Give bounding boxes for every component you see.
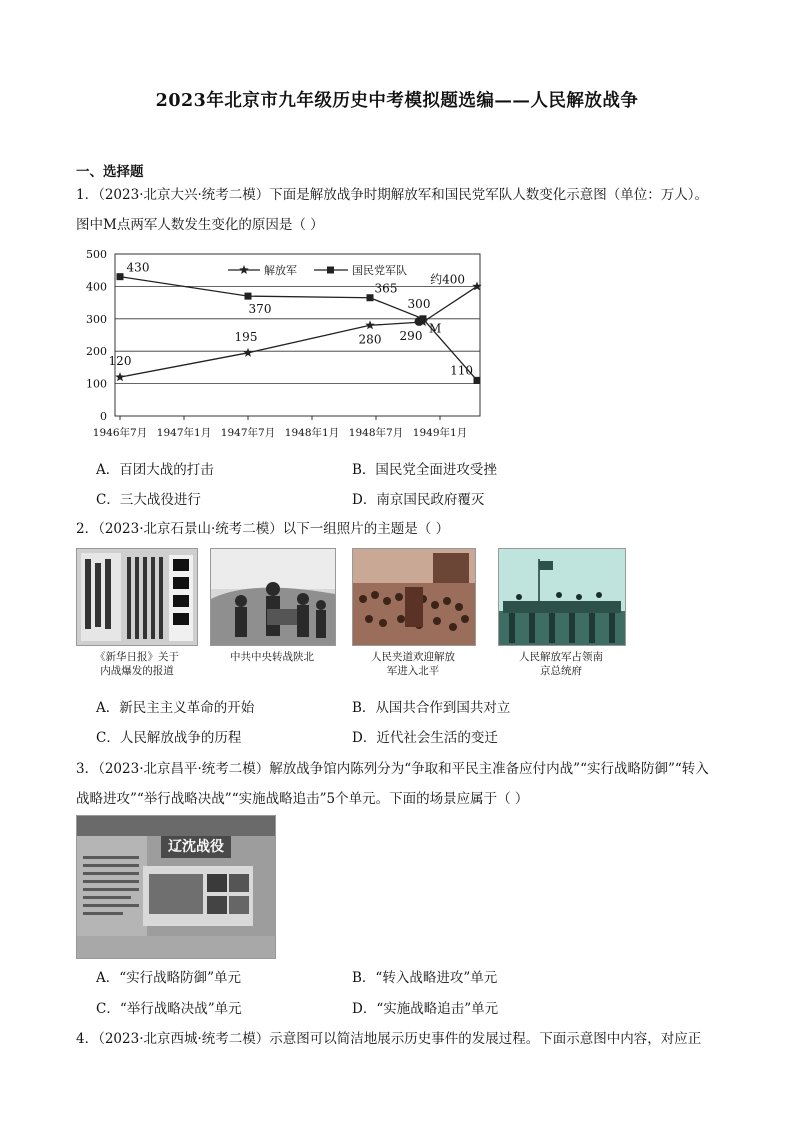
photo-caption-2: 中共中央转战陕北 xyxy=(230,651,314,663)
exhibit-sign: 辽沈战役 xyxy=(168,839,224,855)
kmt-data-label: 110 xyxy=(450,363,473,378)
q3-option-c[interactable]: C．“举行战略决战”单元 xyxy=(96,1001,242,1017)
pla-point xyxy=(243,348,253,357)
pla-point xyxy=(115,372,125,381)
newspaper-photo xyxy=(76,548,198,646)
question-2-line-1: 2．（2023·北京石景山·统考二模）以下一组照片的主题是（ ） xyxy=(76,521,450,537)
troop-chart-svg xyxy=(78,248,498,448)
kmt-data-label: 370 xyxy=(248,302,272,317)
plot-frame xyxy=(115,254,480,416)
q1-option-d[interactable]: D．南京国民政府覆灭 xyxy=(352,492,485,508)
photo-caption-1: 《新华日报》关于 内战爆发的报道 xyxy=(95,651,179,677)
kmt-point xyxy=(117,273,124,280)
photo-caption-4: 人民解放军占领南 京总统府 xyxy=(519,651,603,677)
x-tick-label: 1949年1月 xyxy=(412,427,468,439)
legend-label-pla: 解放军 xyxy=(264,264,297,277)
kmt-data-label: 300 xyxy=(407,296,431,311)
kmt-point xyxy=(367,294,374,301)
y-tick-label: 500 xyxy=(86,248,107,261)
legend-square-icon xyxy=(327,267,334,274)
palace-photo xyxy=(498,548,626,646)
legend-star-icon xyxy=(239,265,249,274)
crowd-photo xyxy=(352,548,476,646)
kmt-data-label: 365 xyxy=(374,281,398,296)
legend-label-kmt: 国民党军队 xyxy=(352,264,407,277)
y-tick-label: 400 xyxy=(86,280,107,294)
section-heading: 一、选择题 xyxy=(76,164,144,180)
q3-option-b[interactable]: B．“转入战略进攻”单元 xyxy=(352,970,498,986)
y-tick-label: 300 xyxy=(86,312,107,326)
question-3-line-1: 3．（2023·北京昌平·统考二模）解放战争馆内陈列分为“争取和平民主准备应付内战”“实行战略防御”“转入 xyxy=(76,761,709,777)
q1-option-c[interactable]: C．三大战役进行 xyxy=(96,492,201,508)
y-tick-label: 0 xyxy=(100,410,107,423)
x-tick-label: 1948年1月 xyxy=(284,427,340,439)
pla-data-label: 120 xyxy=(108,354,132,369)
exhibit-photo xyxy=(76,815,276,959)
q3-option-a[interactable]: A．“实行战略防御”单元 xyxy=(96,970,242,986)
kmt-series-line xyxy=(120,277,477,381)
q2-option-c[interactable]: C．人民解放战争的历程 xyxy=(96,730,242,746)
kmt-point xyxy=(245,293,252,300)
q2-option-a[interactable]: A．新民主主义革命的开始 xyxy=(96,700,255,716)
question-4-line-1: 4．（2023·北京西城·统考二模）示意图可以简洁地展示历史事件的发展过程。下面示意图中内容，对应正 xyxy=(76,1031,702,1047)
m-annotation: M xyxy=(429,321,442,336)
pla-point xyxy=(365,320,375,329)
page-title: 2023年北京市九年级历史中考模拟题选编——人民解放战争 xyxy=(155,91,639,111)
pla-data-label: 290 xyxy=(399,329,423,344)
x-tick-label: 1948年7月 xyxy=(348,427,404,439)
y-tick-label: 200 xyxy=(86,345,107,359)
x-tick-label: 1946年7月 xyxy=(92,427,148,439)
photo-caption-3: 人民夹道欢迎解放 军进入北平 xyxy=(371,651,455,677)
pla-data-label: 195 xyxy=(234,329,258,344)
m-point xyxy=(415,317,424,326)
question-1-line-1: 1．（2023·北京大兴·统考二模）下面是解放战争时期解放军和国民党军队人数变化示意图（单位：万人）。 xyxy=(76,187,709,203)
marching-photo xyxy=(210,548,336,646)
q1-option-a[interactable]: A．百团大战的打击 xyxy=(96,462,214,478)
q2-option-d[interactable]: D．近代社会生活的变迁 xyxy=(352,730,498,746)
question-1-line-2: 图中M点两军人数发生变化的原因是（ ） xyxy=(76,217,324,233)
q1-option-b[interactable]: B．国民党全面进攻受挫 xyxy=(352,462,497,478)
troop-chart xyxy=(78,248,498,448)
pla-data-label: 280 xyxy=(358,332,382,347)
x-tick-label: 1947年1月 xyxy=(156,427,212,439)
question-3-line-2: 战略进攻”“举行战略决战”“实施战略追击”5个单元。下面的场景应属于（ ） xyxy=(76,791,529,807)
x-tick-label: 1947年7月 xyxy=(220,427,276,439)
y-tick-label: 100 xyxy=(86,377,107,391)
q2-option-b[interactable]: B．从国共合作到国共对立 xyxy=(352,700,511,716)
pla-data-label: 约400 xyxy=(430,272,465,287)
q3-option-d[interactable]: D．“实施战略追击”单元 xyxy=(352,1001,499,1017)
kmt-data-label: 430 xyxy=(126,260,150,275)
kmt-point xyxy=(474,377,481,384)
